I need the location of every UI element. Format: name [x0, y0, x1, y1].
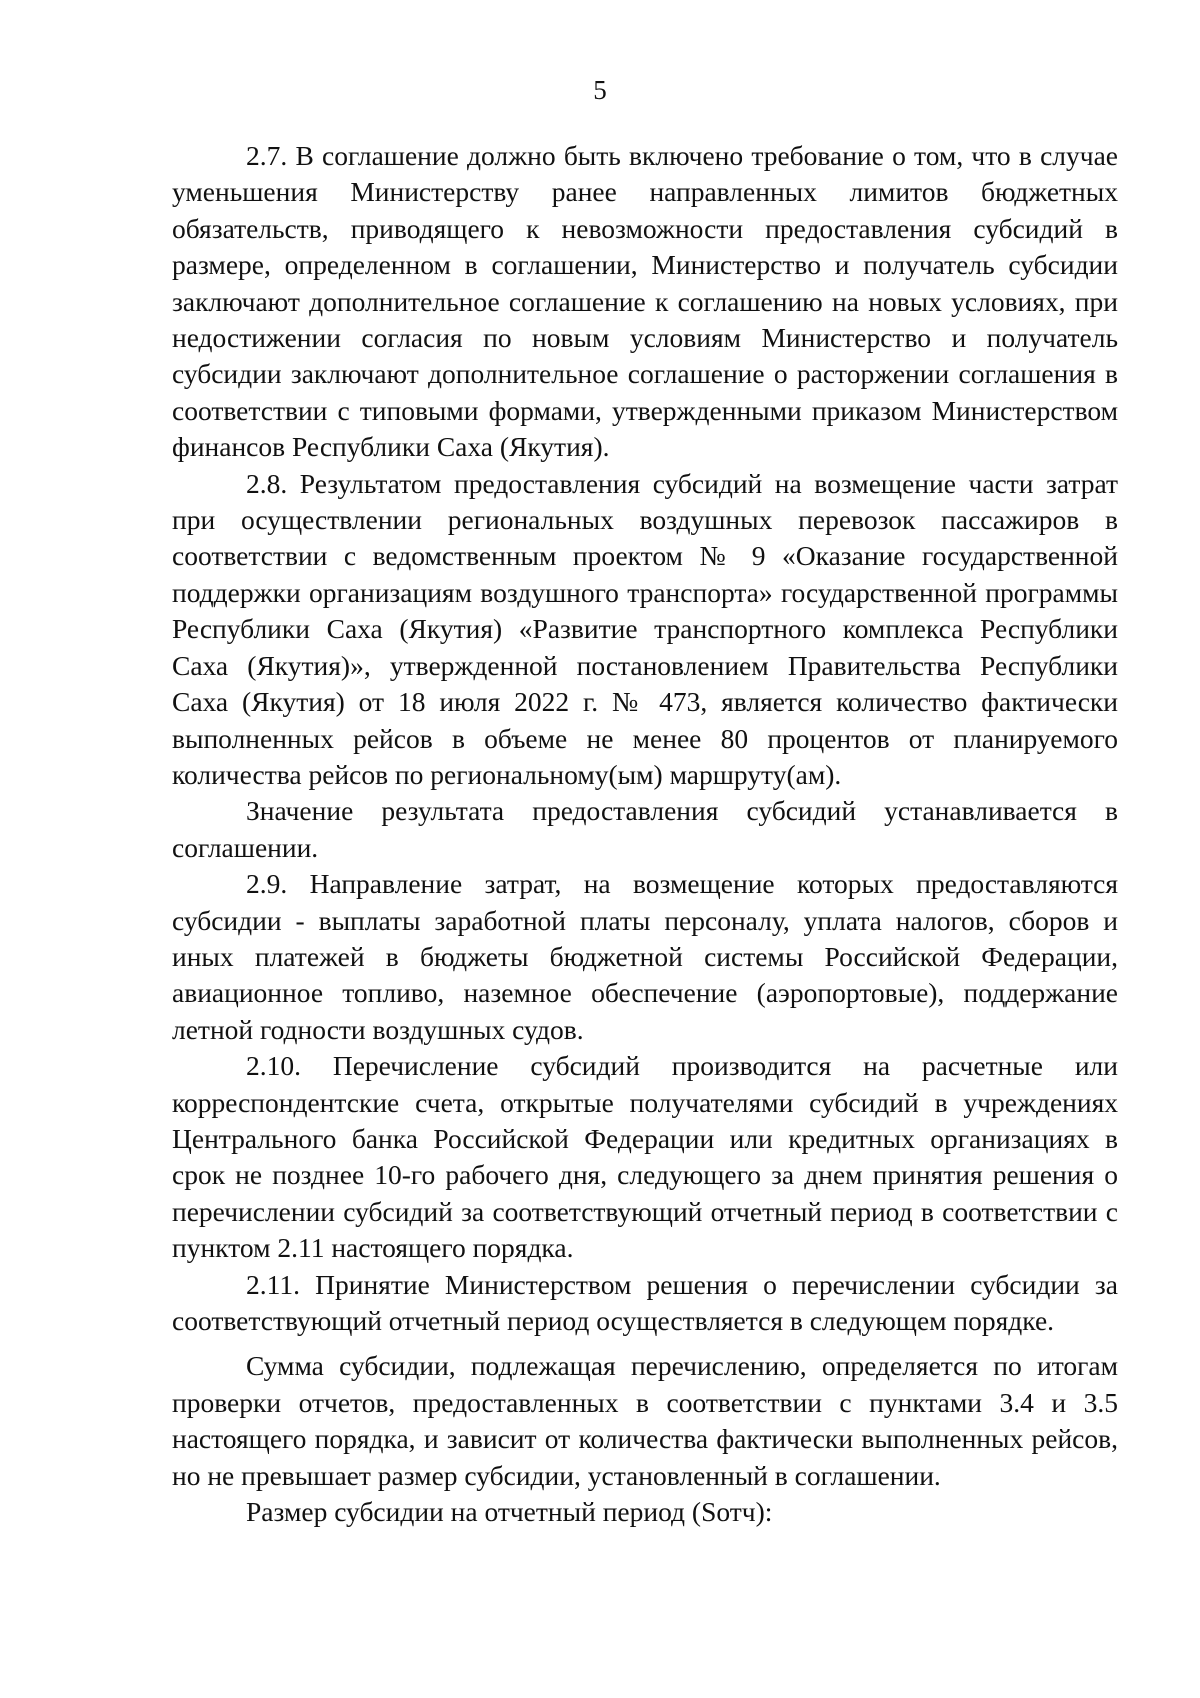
paragraph-result-value: Значение результата предоставления субсидий устанавливается в соглашении.: [172, 795, 1118, 863]
paragraph-2-9: 2.9. Направление затрат, на возмещение которых предоставляются субсидии - выплаты заработной платы персоналу, уплата налогов, сборов и иных платежей в бюджеты бюджетной системы Российской Федерации, авиационное топливо, наземное обеспечение (аэропортовые), поддержание летной годности воздушных судов.: [172, 868, 1118, 1045]
paragraph-2-8: 2.8. Результатом предоставления субсидий на возмещение части затрат при осуществлении региональных воздушных перевозок пассажиров в соответствии с ведомственным проектом № 9 «Оказание государственной поддержки организациям воздушного транспорта» государственной программы Республики Саха (Якутия) «Развитие транспортного комплекса Республики Саха (Якутия)», утвержденной постановлением Правительства Республики Саха (Якутия) от 18 июля 2022 г. № 473, является количество фактически выполненных рейсов в объеме не менее 80 процентов от планируемого количества рейсов по региональному(ым) маршруту(ам).: [172, 467, 1118, 790]
paragraph-2-7: 2.7. В соглашение должно быть включено требование о том, что в случае уменьшения Министерству ранее направленных лимитов бюджетных обязательств, приводящего к невозможности предоставления субсидий в размере, определенном в соглашении, Министерство и получатель субсидии заключают дополнительное соглашение к соглашению на новых условиях, при недостижении согласия по новым условиям Министерство и получатель субсидии заключают дополнительное соглашение о расторжении соглашения в соответствии с типовыми формами, утвержденными приказом Министерством финансов Республики Саха (Якутия).: [172, 140, 1118, 463]
paragraph-subsidy-amount: Сумма субсидии, подлежащая перечислению, определяется по итогам проверки отчетов, предоставленных в соответствии с пунктами 3.4 и 3.5 настоящего порядка, и зависит от количества фактически выполненных рейсов, но не превышает размер субсидии, установленный в соглашении.: [172, 1350, 1118, 1491]
page-number: 5: [593, 75, 607, 105]
paragraph-2-11: 2.11. Принятие Министерством решения о перечислении субсидии за соответствующий отчетный период осуществляется в следующем порядке.: [172, 1268, 1118, 1336]
document-body: [172, 138, 1118, 1530]
paragraph-2-10: 2.10. Перечисление субсидий производится на расчетные или корреспондентские счета, открытые получателями субсидий в учреждениях Центрального банка Российской Федерации или кредитных организациях в срок не позднее 10-го рабочего дня, следующего за днем принятия решения о перечислении субсидий за соответствующий отчетный период в соответствии с пунктом 2.11 настоящего порядка.: [172, 1050, 1118, 1264]
paragraph-subsidy-size: Размер субсидии на отчетный период (Sотч):: [246, 1496, 773, 1528]
